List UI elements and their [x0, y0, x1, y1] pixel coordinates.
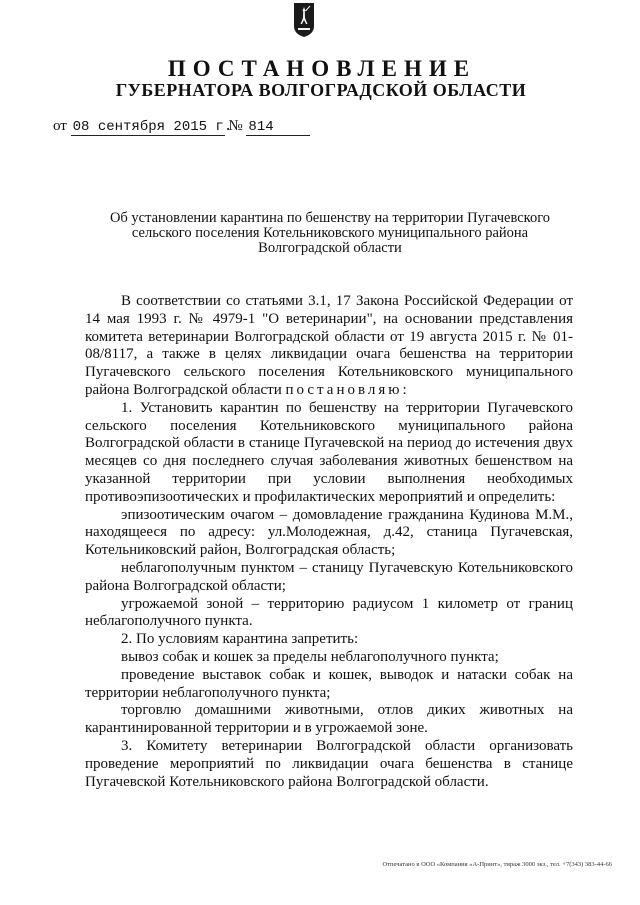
- paragraph-3: 3. Комитету ветеринарии Волгоградской области организовать проведение мероприятий по ликвидации очага бешенства в станице Пугачевской Котельниковского района Волгоградской области.: [85, 737, 573, 790]
- dateline: [53, 118, 310, 136]
- decree-body: [85, 293, 573, 791]
- document-title: ПОСТАНОВЛЕНИЕ: [167, 56, 477, 81]
- decree-subject: Об установлении карантина по бешенству на территории Пугачевского сельского поселения Котельниковского муниципального района Волгоградской области: [109, 210, 551, 256]
- paragraph-1a: эпизоотическим очагом – домовладение гражданина Кудинова М.М., находящееся по адресу: ул.Молодежная, д.42, станица Пугачевская, Котельниковский район, Волгоградская область;: [85, 506, 573, 559]
- decree-date: 08 сентября 2015 г.: [72, 119, 233, 135]
- document-subtitle: ГУБЕРНАТОРА ВОЛГОГРАДСКОЙ ОБЛАСТИ: [115, 80, 527, 100]
- paragraph-2a: вывоз собак и кошек за пределы неблагополучного пункта;: [121, 648, 499, 665]
- intro-text: В соответствии со статьями 3.1, 17 Закона Российской Федерации от 14 мая 1993 г. № 4979-1 "О ветеринарии", на основании представления комитета ветеринарии Волгоградской области от 19 августа 2015 г. № 01-08/8117, а также в целях ликвидации очага бешенства на территории Пугачевского сельского поселения Котельниковского муниципального района Волгоградской области: [85, 293, 573, 398]
- paragraph-1b: неблагополучным пунктом – станицу Пугачевскую Котельниковского района Волгоградской области;: [85, 559, 573, 594]
- dateline-prefix: от: [53, 118, 67, 134]
- decree-number: 814: [246, 120, 310, 136]
- print-footer: Отпечатано в ООО «Компания «А-Принт», тираж 3000 экз., тел. +7(343) 383-44-66: [382, 861, 612, 868]
- paragraph-2c: торговлю домашними животными, отлов диких животных на карантинированной территории и в угрожаемой зоне.: [85, 702, 573, 737]
- paragraph-2b: проведение выставок собак и кошек, выводок и натаски собак на территории неблагополучного пункта;: [85, 666, 573, 701]
- volgograd-coat-of-arms-icon: [293, 2, 315, 38]
- paragraph-1: 1. Установить карантин по бешенству на территории Пугачевского сельского поселения Котельниковского муниципального района Волгоградской области в станице Пугачевской на период до истечения двух месяцев со дня последнего случая заболевания животных бешенством на указанной территории при условии выполнения необходимых противоэпизоотических и профилактических мероприятий и определить:: [85, 399, 573, 505]
- paragraph-1c: угрожаемой зоной – территорию радиусом 1 километр от границ неблагополучного пункта.: [85, 595, 573, 630]
- decree-word: постановляю:: [285, 381, 410, 398]
- intro-paragraph: [85, 293, 573, 400]
- number-sign: №: [228, 118, 243, 134]
- paragraph-2: 2. По условиям карантина запретить:: [121, 631, 359, 648]
